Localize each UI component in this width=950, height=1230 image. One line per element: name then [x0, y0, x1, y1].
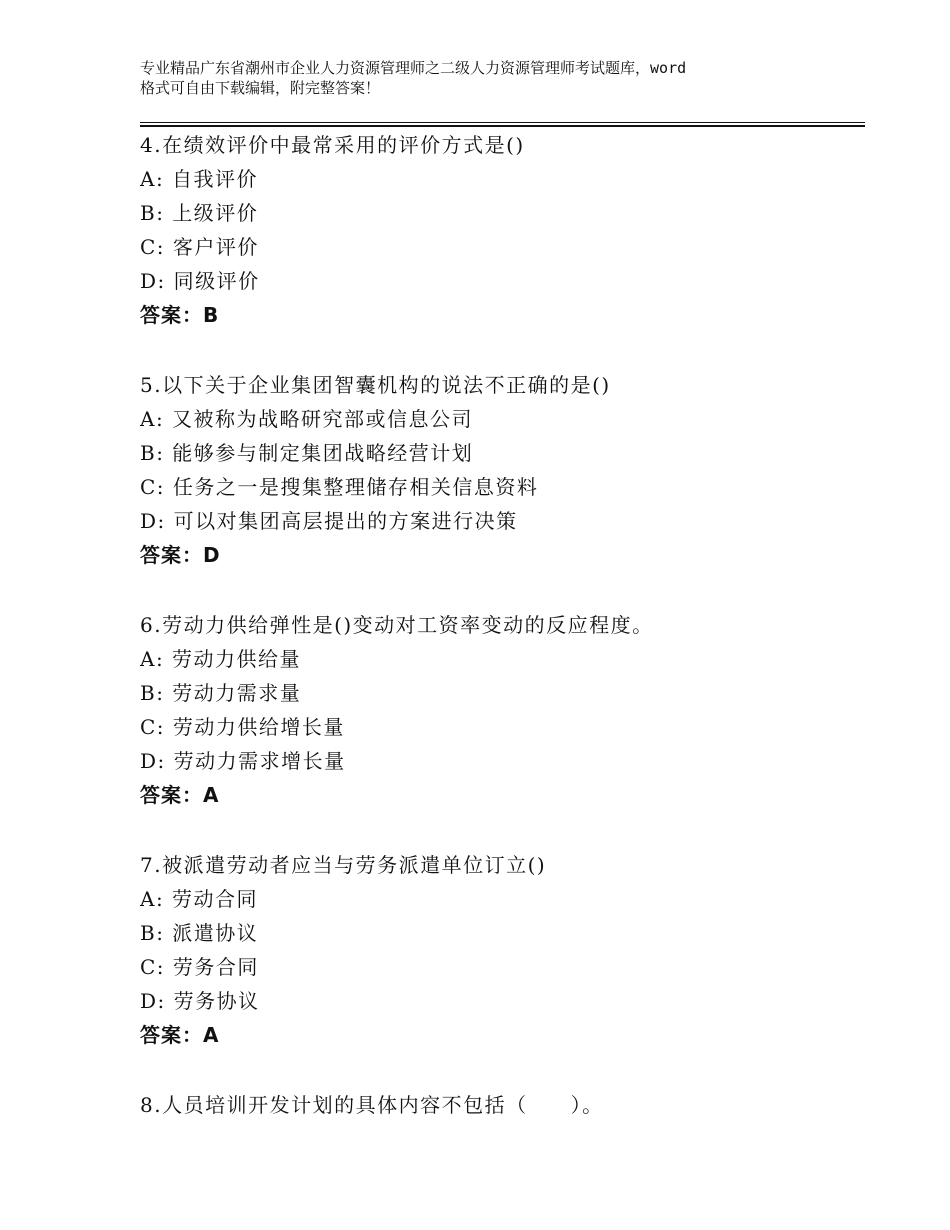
question-title: 4.在绩效评价中最常采用的评价方式是() [140, 133, 525, 157]
option-c: C: 劳务合同 [140, 955, 259, 979]
answer-label: 答案：A [140, 1023, 220, 1047]
answer-label: 答案：B [140, 303, 220, 327]
question-7 [140, 848, 865, 1052]
header-line-1: 专业精品广东省潮州市企业人力资源管理师之二级人力资源管理师考试题库，word [140, 59, 687, 77]
question-title: 5.以下关于企业集团智囊机构的说法不正确的是() [140, 373, 611, 397]
option-c: C: 劳动力供给增长量 [140, 715, 345, 739]
option-c: C: 客户评价 [140, 235, 259, 259]
option-a: A: 劳动合同 [140, 887, 259, 911]
option-b: B: 劳动力需求量 [140, 681, 302, 705]
document-header [140, 58, 840, 98]
option-d: D: 可以对集团高层提出的方案进行决策 [140, 509, 518, 533]
header-divider-thin [140, 122, 865, 123]
option-b: B: 派遣协议 [140, 921, 259, 945]
option-d: D: 劳动力需求增长量 [140, 749, 346, 773]
option-a: A: 又被称为战略研究部或信息公司 [140, 407, 474, 431]
option-d: D: 同级评价 [140, 269, 260, 293]
question-6 [140, 608, 865, 812]
answer-label: 答案：A [140, 783, 220, 807]
header-line-2: 格式可自由下载编辑，附完整答案！ [140, 79, 381, 97]
option-c: C: 任务之一是搜集整理储存相关信息资料 [140, 475, 539, 499]
option-a: A: 劳动力供给量 [140, 647, 302, 671]
question-title: 8.人员培训开发计划的具体内容不包括（ ）。 [140, 1093, 604, 1117]
question-title: 6.劳动力供给弹性是()变动对工资率变动的反应程度。 [140, 613, 654, 637]
option-b: B: 能够参与制定集团战略经营计划 [140, 441, 474, 465]
question-list [140, 128, 865, 1158]
header-divider-thick [140, 125, 865, 127]
question-8 [140, 1088, 865, 1122]
question-5 [140, 368, 865, 572]
option-a: A: 自我评价 [140, 167, 259, 191]
question-title: 7.被派遣劳动者应当与劳务派遣单位订立() [140, 853, 547, 877]
question-4 [140, 128, 865, 332]
option-d: D: 劳务协议 [140, 989, 260, 1013]
answer-label: 答案：D [140, 543, 221, 567]
option-b: B: 上级评价 [140, 201, 259, 225]
